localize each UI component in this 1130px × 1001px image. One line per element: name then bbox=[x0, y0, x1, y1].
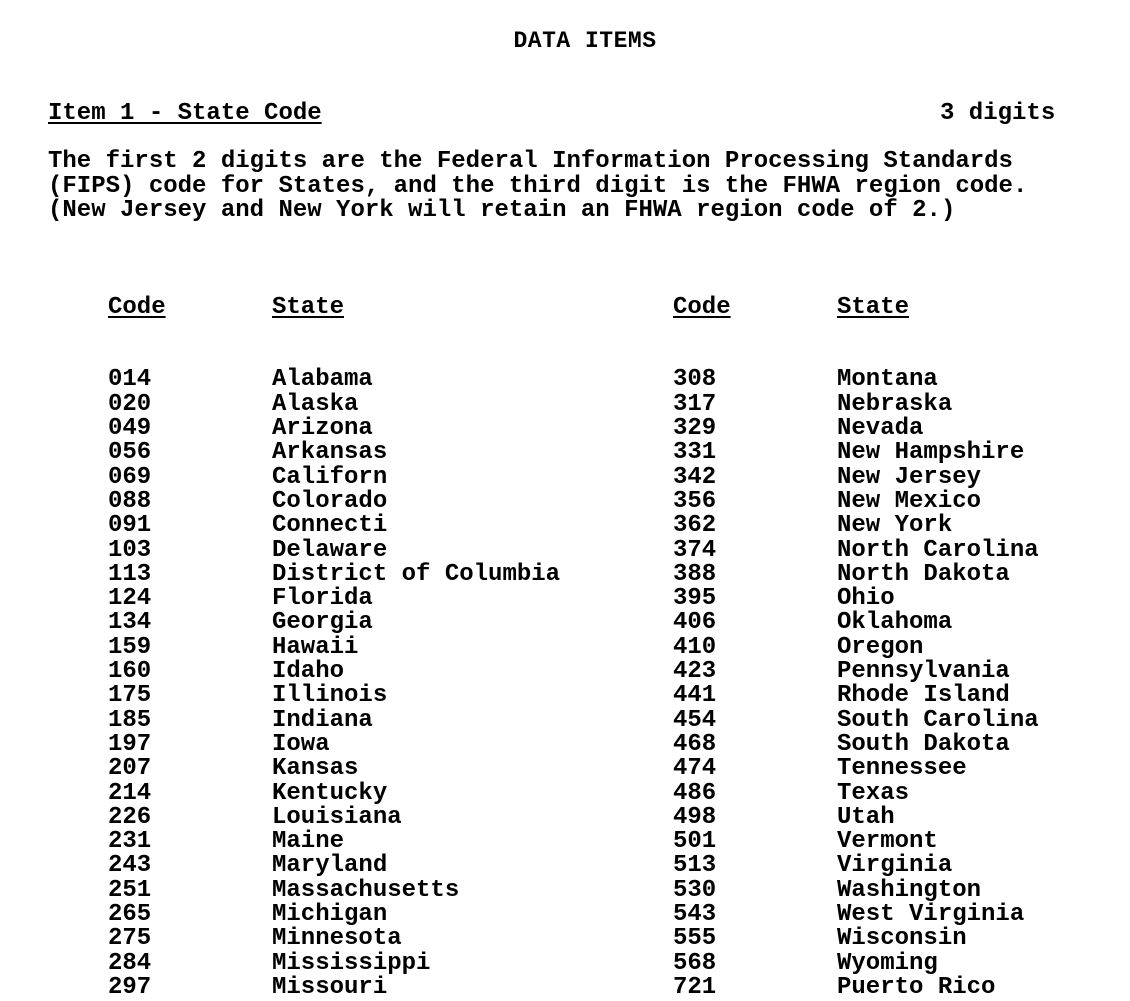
state-name-cell: Georgia bbox=[272, 609, 373, 637]
code-header: Code bbox=[108, 293, 166, 321]
state-code-cell: 329 bbox=[673, 415, 717, 443]
state-code-cell: 721 bbox=[673, 973, 717, 1001]
description-line: (New Jersey and New York will retain an FHWA region code of 2.) bbox=[48, 197, 956, 224]
state-name-cell: New Jersey bbox=[837, 463, 982, 491]
state-code-cell: 530 bbox=[673, 876, 717, 904]
state-code-cell: 468 bbox=[673, 730, 717, 758]
state-name-cell: Montana bbox=[837, 366, 938, 394]
state-code-cell: 423 bbox=[673, 658, 717, 686]
state-name-cell: North Dakota bbox=[837, 560, 1010, 588]
state-code-cell: 543 bbox=[673, 901, 717, 929]
item-length: 3 digits bbox=[940, 100, 1056, 127]
state-name-cell: Maryland bbox=[272, 852, 388, 880]
state-name-cell: New Hampshire bbox=[837, 439, 1025, 467]
left-state-column bbox=[272, 247, 560, 1000]
state-code-cell: 374 bbox=[673, 536, 717, 564]
state-name-cell: Texas bbox=[837, 779, 910, 807]
state-code-cell: 185 bbox=[108, 706, 152, 734]
state-name-cell: Californ bbox=[272, 463, 388, 491]
state-name-cell: Indiana bbox=[272, 706, 373, 734]
state-code-cell: 486 bbox=[673, 779, 717, 807]
state-name-cell: Colorado bbox=[272, 487, 388, 515]
state-code-cell: 356 bbox=[673, 487, 717, 515]
state-code-cell: 160 bbox=[108, 658, 152, 686]
state-code-cell: 069 bbox=[108, 463, 152, 491]
state-code-cell: 103 bbox=[108, 536, 152, 564]
state-code-cell: 308 bbox=[673, 366, 717, 394]
state-name-cell: Nevada bbox=[837, 415, 924, 443]
right-code-column bbox=[673, 247, 731, 1000]
description-line: The first 2 digits are the Federal Information Processing Standards bbox=[48, 148, 1013, 175]
state-name-cell: Mississippi bbox=[272, 949, 431, 977]
state-code-cell: 251 bbox=[108, 876, 152, 904]
state-code-cell: 088 bbox=[108, 487, 152, 515]
state-name-cell: Oregon bbox=[837, 633, 924, 661]
state-name-cell: District of Columbia bbox=[272, 560, 561, 588]
state-name-cell: Massachusetts bbox=[272, 876, 460, 904]
state-name-cell: Wisconsin bbox=[837, 925, 967, 953]
state-code-cell: 159 bbox=[108, 633, 152, 661]
state-code-cell: 207 bbox=[108, 755, 152, 783]
state-name-cell: Michigan bbox=[272, 901, 388, 929]
state-name-cell: Florida bbox=[272, 585, 373, 613]
state-code-cell: 454 bbox=[673, 706, 717, 734]
state-name-cell: North Carolina bbox=[837, 536, 1039, 564]
state-code-cell: 331 bbox=[673, 439, 717, 467]
state-name-cell: Pennsylvania bbox=[837, 658, 1010, 686]
state-name-cell: Utah bbox=[837, 803, 895, 831]
state-name-cell: Arkansas bbox=[272, 439, 388, 467]
state-code-cell: 214 bbox=[108, 779, 152, 807]
state-name-cell: Rhode Island bbox=[837, 682, 1010, 710]
state-code-cell: 388 bbox=[673, 560, 717, 588]
state-name-cell: Washington bbox=[837, 876, 982, 904]
state-name-cell: Kentucky bbox=[272, 779, 388, 807]
state-name-cell: Nebraska bbox=[837, 390, 953, 418]
state-name-cell: South Carolina bbox=[837, 706, 1039, 734]
state-name-cell: Minnesota bbox=[272, 925, 402, 953]
code-header: Code bbox=[673, 293, 731, 321]
state-code-cell: 124 bbox=[108, 585, 152, 613]
state-name-cell: Maine bbox=[272, 828, 345, 856]
state-code-cell: 056 bbox=[108, 439, 152, 467]
state-name-cell: Virginia bbox=[837, 852, 953, 880]
state-code-cell: 134 bbox=[108, 609, 152, 637]
state-name-cell: Connecti bbox=[272, 512, 388, 540]
description-line: (FIPS) code for States, and the third digit is the FHWA region code. bbox=[48, 172, 1028, 200]
state-name-cell: Oklahoma bbox=[837, 609, 953, 637]
state-code-cell: 342 bbox=[673, 463, 717, 491]
state-code-cell: 020 bbox=[108, 390, 152, 418]
item-heading: Item 1 - State Code bbox=[48, 100, 322, 127]
state-code-cell: 113 bbox=[108, 560, 152, 588]
state-name-cell: Hawaii bbox=[272, 633, 359, 661]
state-code-cell: 410 bbox=[673, 633, 717, 661]
state-name-cell: Ohio bbox=[837, 585, 895, 613]
right-state-column bbox=[837, 247, 1039, 1000]
state-code-cell: 226 bbox=[108, 803, 152, 831]
state-code-cell: 243 bbox=[108, 852, 152, 880]
state-name-cell: Louisiana bbox=[272, 803, 402, 831]
state-name-cell: Tennessee bbox=[837, 755, 967, 783]
state-name-cell: Wyoming bbox=[837, 949, 938, 977]
state-code-cell: 568 bbox=[673, 949, 717, 977]
state-name-cell: West Virginia bbox=[837, 901, 1025, 929]
state-name-cell: Illinois bbox=[272, 682, 388, 710]
state-name-cell: New Mexico bbox=[837, 487, 982, 515]
state-code-cell: 197 bbox=[108, 730, 152, 758]
state-name-cell: Alabama bbox=[272, 366, 373, 394]
state-name-cell: Missouri bbox=[272, 973, 388, 1001]
state-name-cell: Arizona bbox=[272, 415, 373, 443]
item-description bbox=[48, 150, 1108, 224]
state-code-cell: 317 bbox=[673, 390, 717, 418]
left-code-column bbox=[108, 247, 166, 1000]
state-code-cell: 049 bbox=[108, 415, 152, 443]
state-code-cell: 513 bbox=[673, 852, 717, 880]
state-code-cell: 175 bbox=[108, 682, 152, 710]
state-header: State bbox=[837, 293, 910, 321]
state-code-cell: 014 bbox=[108, 366, 152, 394]
state-code-cell: 441 bbox=[673, 682, 717, 710]
state-code-cell: 406 bbox=[673, 609, 717, 637]
state-code-cell: 275 bbox=[108, 925, 152, 953]
state-code-cell: 501 bbox=[673, 828, 717, 856]
state-code-cell: 474 bbox=[673, 755, 717, 783]
state-header: State bbox=[272, 293, 345, 321]
state-name-cell: South Dakota bbox=[837, 730, 1010, 758]
state-name-cell: Vermont bbox=[837, 828, 938, 856]
state-code-cell: 395 bbox=[673, 585, 717, 613]
state-code-cell: 498 bbox=[673, 803, 717, 831]
state-name-cell: Iowa bbox=[272, 730, 330, 758]
state-name-cell: New York bbox=[837, 512, 953, 540]
state-name-cell: Idaho bbox=[272, 658, 345, 686]
state-name-cell: Alaska bbox=[272, 390, 359, 418]
state-code-cell: 284 bbox=[108, 949, 152, 977]
state-code-cell: 555 bbox=[673, 925, 717, 953]
page-title: DATA ITEMS bbox=[513, 28, 657, 54]
state-code-cell: 091 bbox=[108, 512, 152, 540]
state-code-cell: 265 bbox=[108, 901, 152, 929]
state-name-cell: Puerto Rico bbox=[837, 973, 996, 1001]
state-name-cell: Kansas bbox=[272, 755, 359, 783]
state-name-cell: Delaware bbox=[272, 536, 388, 564]
state-code-cell: 231 bbox=[108, 828, 152, 856]
state-code-cell: 297 bbox=[108, 973, 152, 1001]
state-code-cell: 362 bbox=[673, 512, 717, 540]
